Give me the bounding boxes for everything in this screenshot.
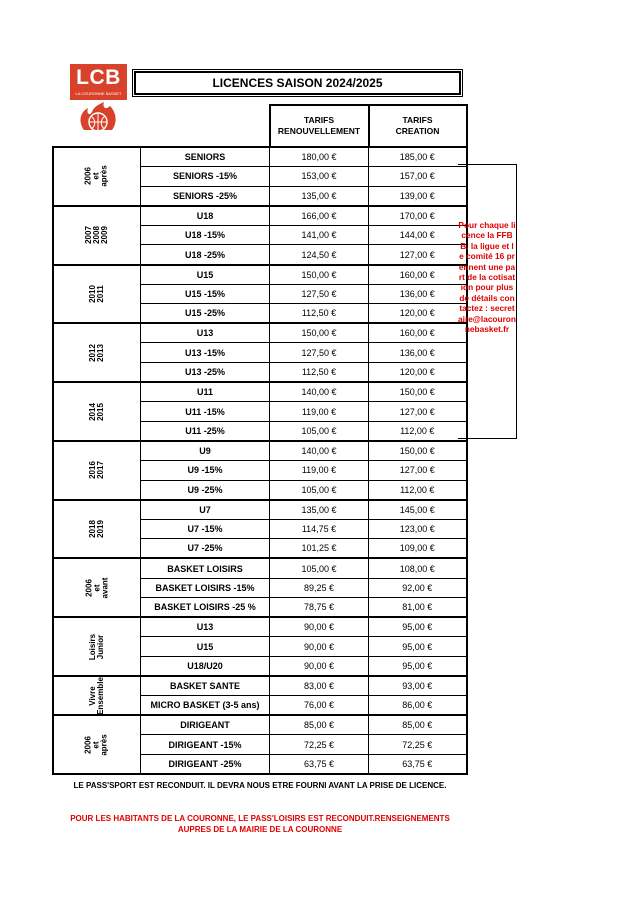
price-renouvellement-cell: 124,50 € <box>270 245 369 265</box>
table-row <box>53 676 467 696</box>
table-row <box>53 382 467 402</box>
category-cell: U7 <box>141 500 270 520</box>
price-creation-cell: 145,00 € <box>369 500 467 520</box>
price-renouvellement-cell: 114,75 € <box>270 519 369 539</box>
table-row <box>53 206 467 226</box>
price-renouvellement-cell: 90,00 € <box>270 617 369 637</box>
category-cell: DIRIGEANT <box>141 715 270 735</box>
category-cell: BASKET LOISIRS -25 % <box>141 598 270 618</box>
year-range-label: 2014 2015 <box>87 402 105 421</box>
year-range-cell <box>53 323 141 382</box>
category-cell: U15 -25% <box>141 304 270 324</box>
table-row <box>53 265 467 285</box>
category-cell: U18 -15% <box>141 225 270 245</box>
year-range-label: 2018 2019 <box>87 520 105 538</box>
price-renouvellement-cell: 105,00 € <box>270 421 369 441</box>
category-cell: U9 -25% <box>141 480 270 500</box>
header-spacer <box>53 105 141 147</box>
price-creation-cell: 85,00 € <box>369 715 467 735</box>
price-creation-cell: 160,00 € <box>369 323 467 343</box>
note-text: Pour chaque licence la FFBB, la ligue et le comité 16 prennent une part de la cotisation pour plus de détails contactez : secretaire@lacouronnebasket.fr <box>458 220 516 335</box>
price-creation-cell: 127,00 € <box>369 245 467 265</box>
category-cell: U9 <box>141 441 270 461</box>
price-creation-cell: 127,00 € <box>369 402 467 422</box>
price-creation-cell: 95,00 € <box>369 637 467 657</box>
category-cell: U11 -15% <box>141 402 270 422</box>
category-cell: SENIORS <box>141 147 270 167</box>
category-cell: U9 -15% <box>141 461 270 481</box>
price-creation-cell: 112,00 € <box>369 421 467 441</box>
price-renouvellement-cell: 101,25 € <box>270 539 369 559</box>
category-cell: SENIORS -15% <box>141 167 270 187</box>
price-renouvellement-cell: 83,00 € <box>270 676 369 696</box>
price-renouvellement-cell: 140,00 € <box>270 382 369 402</box>
price-renouvellement-cell: 72,25 € <box>270 735 369 755</box>
category-cell: BASKET LOISIRS -15% <box>141 578 270 598</box>
price-creation-cell: 170,00 € <box>369 206 467 226</box>
passsport-notice: LE PASS'SPORT EST RECONDUIT. IL DEVRA NOUS ETRE FOURNI AVANT LA PRISE DE LICENCE. <box>73 781 447 790</box>
price-renouvellement-cell: 89,25 € <box>270 578 369 598</box>
price-creation-cell: 86,00 € <box>369 696 467 716</box>
category-cell: U11 -25% <box>141 421 270 441</box>
price-renouvellement-cell: 76,00 € <box>270 696 369 716</box>
category-cell: U13 <box>141 617 270 637</box>
table-row <box>53 558 467 578</box>
year-range-label: 2012 2013 <box>87 343 105 362</box>
category-cell: U15 <box>141 265 270 285</box>
price-creation-cell: 93,00 € <box>369 676 467 696</box>
table-row <box>53 715 467 735</box>
price-renouvellement-cell: 180,00 € <box>270 147 369 167</box>
price-creation-cell: 72,25 € <box>369 735 467 755</box>
price-renouvellement-cell: 135,00 € <box>270 186 369 206</box>
category-cell: U13 -25% <box>141 363 270 383</box>
category-cell: DIRIGEANT -25% <box>141 754 270 774</box>
table-row <box>53 500 467 520</box>
category-cell: U11 <box>141 382 270 402</box>
year-range-cell <box>53 715 141 774</box>
year-range-label: 2006 et après <box>83 165 109 188</box>
price-renouvellement-cell: 150,00 € <box>270 265 369 285</box>
price-renouvellement-cell: 90,00 € <box>270 656 369 676</box>
category-cell: U15 <box>141 637 270 657</box>
header-creation: TARIFS CREATION <box>369 105 467 147</box>
year-range-label: 2016 2017 <box>87 461 105 480</box>
header-spacer <box>141 105 270 147</box>
year-range-cell <box>53 676 141 715</box>
table-header-row <box>53 105 467 147</box>
price-renouvellement-cell: 127,50 € <box>270 284 369 304</box>
price-renouvellement-cell: 140,00 € <box>270 441 369 461</box>
year-range-cell <box>53 617 141 676</box>
category-cell: U13 <box>141 323 270 343</box>
table-row <box>53 441 467 461</box>
year-range-cell <box>53 206 141 265</box>
year-range-label: 2006 et après <box>83 733 109 756</box>
table-row <box>53 323 467 343</box>
price-creation-cell: 157,00 € <box>369 167 467 187</box>
logo-subtext: LA COURONNE BASKET <box>75 91 122 96</box>
price-creation-cell: 150,00 € <box>369 382 467 402</box>
info-note <box>458 164 517 439</box>
price-creation-cell: 81,00 € <box>369 598 467 618</box>
price-creation-cell: 108,00 € <box>369 558 467 578</box>
price-creation-cell: 150,00 € <box>369 441 467 461</box>
year-range-label: Loisirs Junior <box>87 633 105 660</box>
price-renouvellement-cell: 78,75 € <box>270 598 369 618</box>
price-creation-cell: 95,00 € <box>369 617 467 637</box>
price-renouvellement-cell: 141,00 € <box>270 225 369 245</box>
price-renouvellement-cell: 105,00 € <box>270 480 369 500</box>
price-renouvellement-cell: 166,00 € <box>270 206 369 226</box>
category-cell: U15 -15% <box>141 284 270 304</box>
price-creation-cell: 139,00 € <box>369 186 467 206</box>
price-renouvellement-cell: 119,00 € <box>270 461 369 481</box>
year-range-cell <box>53 147 141 206</box>
year-range-cell <box>53 382 141 441</box>
price-renouvellement-cell: 112,50 € <box>270 304 369 324</box>
category-cell: U13 -15% <box>141 343 270 363</box>
price-creation-cell: 136,00 € <box>369 284 467 304</box>
year-range-label: 2010 2011 <box>87 285 105 303</box>
year-range-cell <box>53 500 141 559</box>
year-range-cell <box>53 558 141 617</box>
price-creation-cell: 185,00 € <box>369 147 467 167</box>
category-cell: BASKET SANTE <box>141 676 270 696</box>
price-creation-cell: 120,00 € <box>369 363 467 383</box>
price-creation-cell: 120,00 € <box>369 304 467 324</box>
price-creation-cell: 136,00 € <box>369 343 467 363</box>
category-cell: BASKET LOISIRS <box>141 558 270 578</box>
logo-text: LCB <box>76 66 121 89</box>
price-creation-cell: 123,00 € <box>369 519 467 539</box>
category-cell: U18/U20 <box>141 656 270 676</box>
price-creation-cell: 160,00 € <box>369 265 467 285</box>
category-cell: U7 -25% <box>141 539 270 559</box>
price-renouvellement-cell: 85,00 € <box>270 715 369 735</box>
year-range-label: 2007 2008 2009 <box>83 226 109 245</box>
passloisirs-notice: POUR LES HABITANTS DE LA COURONNE, LE PASS'LOISIRS EST RECONDUIT.RENSEIGNEMENTS AUPRES DE LA MAIRIE DE LA COURONNE <box>70 814 450 834</box>
category-cell: U18 <box>141 206 270 226</box>
category-cell: SENIORS -25% <box>141 186 270 206</box>
category-cell: DIRIGEANT -15% <box>141 735 270 755</box>
price-renouvellement-cell: 119,00 € <box>270 402 369 422</box>
price-renouvellement-cell: 127,50 € <box>270 343 369 363</box>
price-renouvellement-cell: 153,00 € <box>270 167 369 187</box>
price-creation-cell: 127,00 € <box>369 461 467 481</box>
price-creation-cell: 144,00 € <box>369 225 467 245</box>
category-cell: U7 -15% <box>141 519 270 539</box>
category-cell: U18 -25% <box>141 245 270 265</box>
price-creation-cell: 63,75 € <box>369 754 467 774</box>
category-cell: MICRO BASKET (3-5 ans) <box>141 696 270 716</box>
price-renouvellement-cell: 90,00 € <box>270 637 369 657</box>
table-row <box>53 147 467 167</box>
price-renouvellement-cell: 112,50 € <box>270 363 369 383</box>
year-range-cell <box>53 265 141 324</box>
price-renouvellement-cell: 150,00 € <box>270 323 369 343</box>
page-title: LICENCES SAISON 2024/2025 <box>134 71 461 95</box>
price-creation-cell: 112,00 € <box>369 480 467 500</box>
year-range-cell <box>53 441 141 500</box>
price-renouvellement-cell: 63,75 € <box>270 754 369 774</box>
table-row <box>53 617 467 637</box>
price-creation-cell: 95,00 € <box>369 656 467 676</box>
price-creation-cell: 92,00 € <box>369 578 467 598</box>
year-range-label: Vivre Ensemble <box>87 676 105 715</box>
year-range-label: 2006 et avant <box>84 577 109 599</box>
price-table <box>52 104 468 775</box>
price-creation-cell: 109,00 € <box>369 539 467 559</box>
header-renouvellement: TARIFS RENOUVELLEMENT <box>270 105 369 147</box>
price-renouvellement-cell: 135,00 € <box>270 500 369 520</box>
price-renouvellement-cell: 105,00 € <box>270 558 369 578</box>
